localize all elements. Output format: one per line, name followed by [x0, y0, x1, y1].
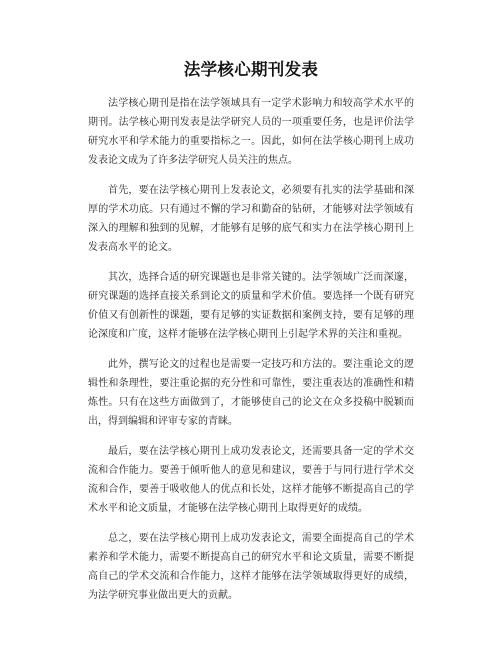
document-body [88, 94, 414, 605]
paragraph-fourth: 最后，要在法学核心期刊上成功发表论文，还需要具备一定的学术交流和合作能力。要善于倾听他人的意见和建议，要善于与同行进行学术交流和合作，要善于吸收他人的优点和长处，这样才能够不断提高自己的学术水平和论文质量，才能够在法学核心期刊上取得更好的成绩。 [88, 446, 414, 514]
paragraph-intro: 法学核心期刊是指在法学领域具有一定学术影响力和较高学术水平的期刊。法学核心期刊发表是法学研究人员的一项重要任务，也是评价法学研究水平和学术能力的重要指标之一。因此，如何在法学核心期刊上成功发表论文成为了许多法学研究人员关注的焦点。 [88, 98, 414, 166]
document-title: 法学核心期刊发表 [183, 60, 319, 79]
paragraph-conclusion: 总之，要在法学核心期刊上成功发表论文，需要全面提高自己的学术素养和学术能力，需要不断提高自己的研究水平和论文质量，需要不断提高自己的学术交流和合作能力，这样才能够在法学领域取得更好的成绩，为法学研究事业做出更大的贡献。 [88, 533, 414, 601]
paragraph-third: 此外，撰写论文的过程也是需要一定技巧和方法的。要注重论文的逻辑性和条理性，要注重论据的充分性和可靠性，要注重表达的准确性和精炼性。只有在这些方面做到了，才能够使自己的论文在众多投稿中脱颖而出，得到编辑和评审专家的青睐。 [88, 359, 414, 427]
paragraph-second: 其次，选择合适的研究课题也是非常关键的。法学领域广泛而深邃，研究课题的选择直接关系到论文的质量和学术价值。要选择一个既有研究价值又有创新性的课题，要有足够的实证数据和案例支持，要有足够的理论深度和广度，这样才能够在法学核心期刊上引起学术界的关注和重视。 [88, 272, 414, 340]
paragraph-first: 首先，要在法学核心期刊上发表论文，必须要有扎实的法学基础和深厚的学术功底。只有通过不懈的学习和勤奋的钻研，才能够对法学领域有深入的理解和独到的见解，才能够有足够的底气和实力在法学核心期刊上发表高水平的论文。 [88, 185, 414, 253]
